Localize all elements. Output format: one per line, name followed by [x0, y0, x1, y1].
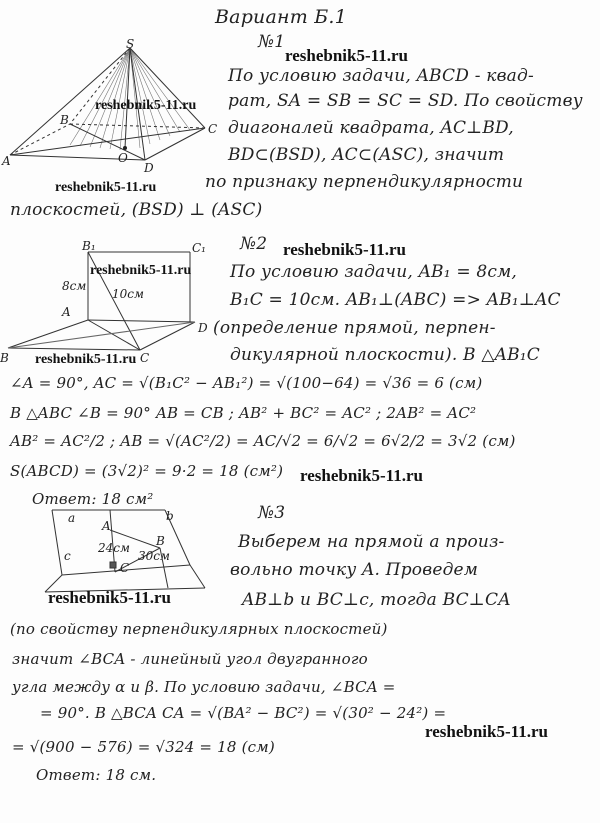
label-b: B: [156, 534, 165, 548]
label-b: B: [0, 351, 9, 365]
label-c-line: c: [64, 549, 71, 563]
label-d: D: [144, 161, 154, 175]
label-a-line: a: [68, 511, 76, 525]
watermark-1: reshebnik5-11.ru: [285, 46, 408, 65]
p1-line-6: плоскостей, (BSD) ⊥ (ASC): [10, 200, 263, 220]
label-c: C: [140, 351, 150, 365]
watermark-2: reshebnik5-11.ru: [95, 98, 197, 113]
watermark-9: reshebnik5-11.ru: [425, 722, 548, 741]
p2-line-7: AB² = AC²/2 ; AB = √(AC²/2) = AC/√2 = 6/√2 = 6√2/2 = 3√2 (см): [10, 432, 516, 450]
label-d: D: [198, 321, 208, 335]
label-s: S: [126, 37, 135, 51]
p3-line-7: = 90°. В △BCA CA = √(BA² − BC²) = √(30² − 24²) =: [40, 704, 447, 722]
label-b1: B₁: [82, 239, 96, 253]
problem-3-dihedral-figure: [40, 500, 210, 600]
p3-line-4: (по свойству перпендикулярных плоскостей): [10, 620, 388, 638]
watermark-6: reshebnik5-11.ru: [35, 352, 137, 367]
watermark-8: reshebnik5-11.ru: [48, 588, 171, 607]
p2-line-1: По условию задачи, AB₁ = 8см,: [230, 262, 518, 282]
label-a: A: [2, 154, 11, 168]
p1-line-3: диагоналей квадрата, AC⊥BD,: [228, 118, 514, 138]
p2-line-3: (определение прямой, перпен-: [213, 318, 496, 338]
p1-line-1: По условию задачи, ABCD - квад-: [228, 66, 534, 86]
label-a: A: [102, 519, 111, 533]
p3-line-6: угла между α и β. По условию задачи, ∠BCA =: [12, 678, 396, 696]
label-b-line: b: [166, 509, 174, 523]
label-b: B: [60, 113, 69, 127]
watermark-4: reshebnik5-11.ru: [283, 240, 406, 259]
p1-line-4: BD⊂(BSD), AC⊂(ASC), значит: [228, 145, 505, 165]
p2-line-6: В △ABC ∠B = 90° AB = CB ; AB² + BC² = AC² ; 2AB² = AC²: [10, 404, 477, 422]
label-c: C: [120, 561, 130, 575]
label-bc-length: 30см: [138, 549, 170, 563]
watermark-3: reshebnik5-11.ru: [55, 180, 157, 195]
p3-line-8: = √(900 − 576) = √324 = 18 (см): [12, 738, 275, 756]
watermark-5: reshebnik5-11.ru: [90, 263, 192, 278]
label-c: C: [208, 122, 218, 136]
label-c1: C₁: [192, 241, 206, 255]
p2-line-8: S(ABCD) = (3√2)² = 9·2 = 18 (см²): [10, 462, 284, 480]
label-b1c: 10см: [112, 287, 144, 301]
p2-line-2: B₁C = 10см. AB₁⊥(ABC) => AB₁⊥AC: [230, 290, 561, 310]
p3-line-2: вольно точку A. Проведем: [230, 560, 479, 580]
label-ab-length: 24см: [98, 541, 130, 555]
p2-line-5: ∠A = 90°, AC = √(B₁C² − AB₁²) = √(100−64) = √36 = 6 (см): [10, 374, 483, 392]
p2-line-4: дикулярной плоскости). В △AB₁C: [230, 345, 540, 365]
p3-answer: Ответ: 18 см.: [36, 766, 157, 784]
p3-line-3: AB⊥b и BC⊥c, тогда BC⊥CA: [242, 590, 511, 610]
page-title: Вариант Б.1: [215, 6, 347, 28]
problem-2-number: №2: [240, 234, 268, 254]
watermark-7: reshebnik5-11.ru: [300, 466, 423, 485]
p3-line-1: Выберем на прямой a произ-: [238, 532, 505, 552]
problem-2-square-figure: [0, 240, 230, 370]
p3-line-5: значит ∠BCA - линейный угол двугранного: [12, 650, 368, 668]
label-ab1: 8см: [62, 279, 87, 293]
p1-line-2: рат, SA = SB = SC = SD. По свойству: [228, 91, 583, 111]
p1-line-5: по признаку перпендикулярности: [205, 172, 524, 192]
p2-answer: Ответ: 18 см²: [32, 490, 154, 508]
label-o: O: [118, 151, 128, 165]
problem-3-number: №3: [258, 503, 286, 523]
problem-1-number: №1: [258, 32, 286, 52]
label-a: A: [62, 305, 71, 319]
